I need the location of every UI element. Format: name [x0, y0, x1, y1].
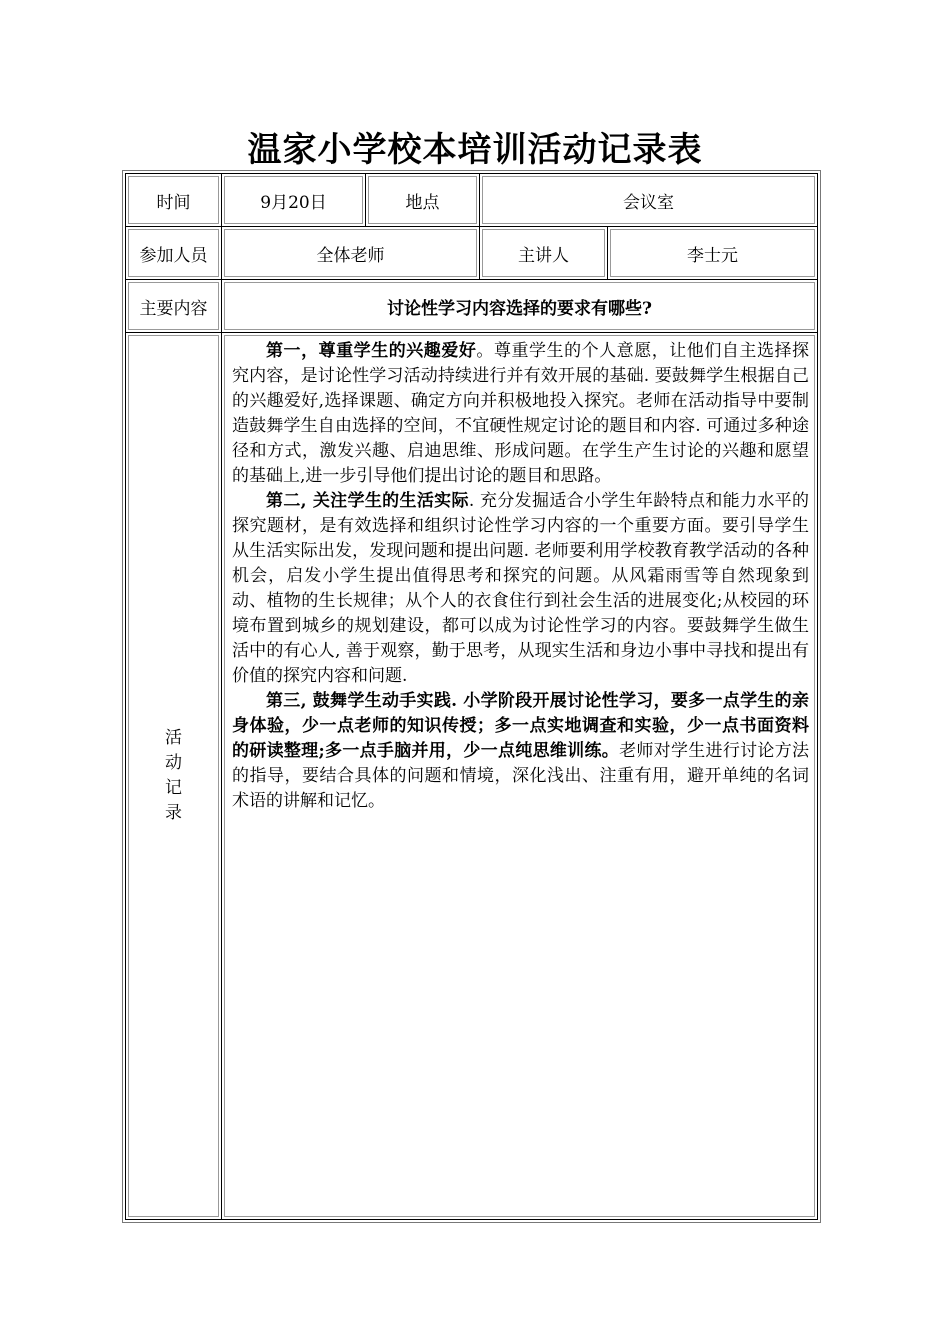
- speaker-label: 主讲人: [480, 227, 608, 280]
- participants-row: [126, 227, 818, 280]
- paragraph-2-text: . 充分发掘适合小学生年龄特点和能力水平的探究题材，是有效选择和组织讨论性学习内容的一个重要方面。要引导学生从生活实际出发，发现问题和提出问题. 老师要利用学校教育教学活动的各种机会，启发小学生提出值得思考和探究的问题。从风霜雨雪等自然现象到动、植物的生长规律；从个人的衣食住行到社会生活的进展变化;从校园的环境布置到城乡的规划建设，都可以成为讨论性学习的内容。要鼓舞学生做生活中的有心人, 善于观察，勤于思考，从现实生活和身边小事中寻找和提出有价值的探究内容和问题.: [232, 491, 809, 686]
- place-value: 会议室: [480, 174, 818, 227]
- record-label-char: 动: [165, 753, 182, 773]
- time-label: 时间: [126, 174, 222, 227]
- place-label: 地点: [366, 174, 480, 227]
- record-paragraph-2: [232, 489, 809, 689]
- document-title: 温家小学校本培训活动记录表: [247, 130, 703, 170]
- participants-label: 参加人员: [126, 227, 222, 280]
- speaker-value: 李士元: [608, 227, 818, 280]
- time-place-row: [126, 174, 818, 227]
- paragraph-3-text: 老师对学生进行讨论方法的指导，要结合具体的问题和情境，深化浅出、注重有用，避开单纯的名词术语的讲解和记忆。: [232, 741, 810, 811]
- paragraph-2-heading: 第二, 关注学生的生活实际: [266, 491, 469, 511]
- record-label-char: 录: [165, 803, 182, 823]
- record-row: [126, 333, 818, 1220]
- record-paragraph-3: [232, 689, 809, 814]
- activity-record-table: [125, 173, 818, 1220]
- paragraph-3-heading: 第三, 鼓舞学生动手实践. 小学阶段开展讨论性学习，要多一点学生的亲身体验，少一点老师的知识传授；多一点实地调查和实验，少一点书面资料的研读整理;多一点手脑并用，少一点纯思维训练。: [232, 691, 809, 761]
- content-row: [126, 280, 818, 333]
- record-label-char: 活: [165, 728, 182, 748]
- paragraph-1-text: 。尊重学生的个人意愿，让他们自主选择探究内容，是讨论性学习活动持续进行并有效开展的基础. 要鼓舞学生根据自己的兴趣爱好,选择课题、确定方向并积极地投入探究。老师在活动指导中要制造鼓舞学生自由选择的空间，不宜硬性规定讨论的题目和内容. 可通过多种途径和方式，激发兴趣、启迪思维、形成问题。在学生产生讨论的兴趣和愿望的基础上,进一步引导他们提出讨论的题目和思路。: [232, 341, 810, 486]
- participants-value: 全体老师: [222, 227, 480, 280]
- content-label: 主要内容: [126, 280, 222, 333]
- content-topic: 讨论性学习内容选择的要求有哪些?: [222, 280, 818, 333]
- activity-record-label: [126, 333, 222, 1220]
- record-label-char: 记: [165, 778, 182, 798]
- time-value: 9月20日: [222, 174, 366, 227]
- paragraph-1-heading: 第一，尊重学生的兴趣爱好: [266, 341, 477, 361]
- activity-record-content: [222, 333, 818, 1220]
- record-paragraph-1: [232, 339, 809, 489]
